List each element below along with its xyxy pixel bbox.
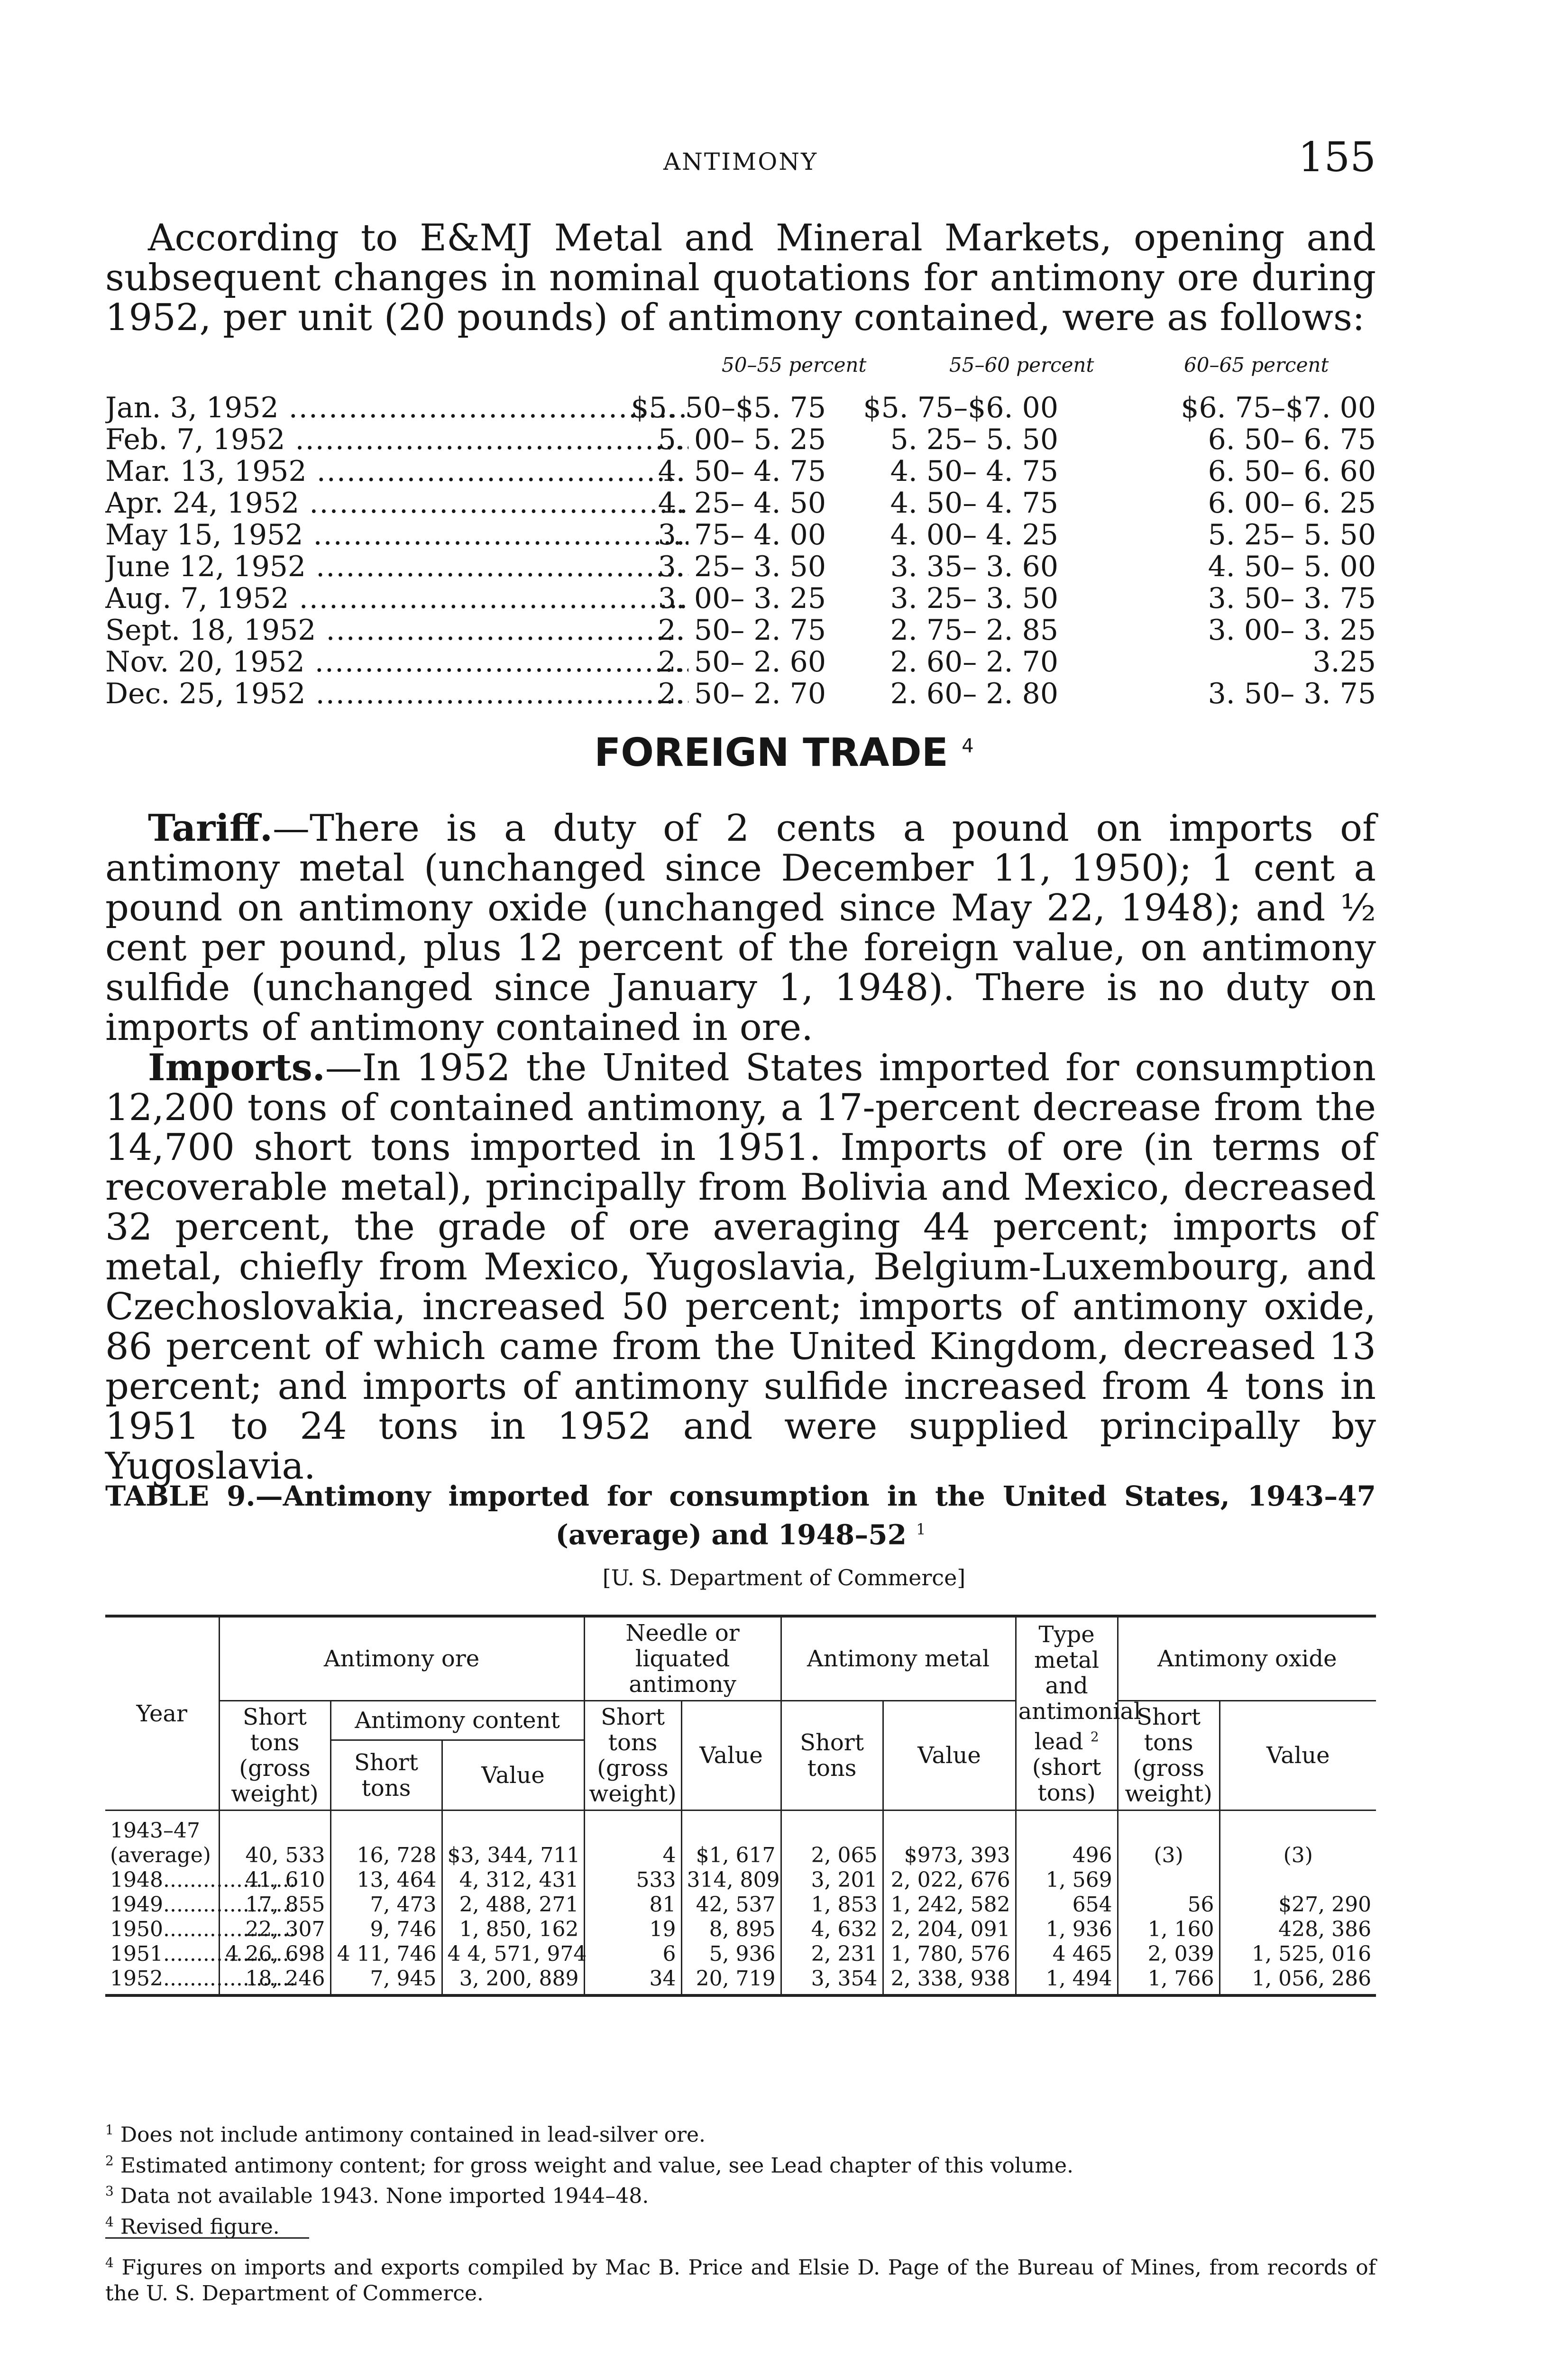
quote-value-3: 3.25 (1312, 645, 1376, 679)
table-footnote: $^2$ Estimated antimony content; for gross weight and value, see Lead chapter of this volume. (105, 2152, 1073, 2178)
cell-col-6: 3, 354 (781, 1967, 883, 1995)
tariff-text: —There is a duty of 2 cents a pound on imports of antimony metal (unchanged since December 11, 1950); 1 cent a pound on antimony oxide (unchanged since May 22, 1948); and ½ cent per pound, plus 12 percent of the foreign value, on antimony sulfide (unchanged since January 1, 1948). There is no duty on imports of antimony contained in ore. (105, 807, 1376, 1049)
cell-col-1: 41, 610 (219, 1868, 330, 1893)
quote-value-3: 6. 00– 6. 25 (1208, 487, 1376, 520)
cell-col-8: 4 465 (1016, 1942, 1118, 1967)
quote-date: Dec. 25, 1952 ..... (105, 677, 688, 710)
quote-col-header-3: 60–65 percent (1184, 353, 1329, 377)
quote-row (105, 614, 1376, 647)
cell-col-9: (3) (1118, 1810, 1220, 1868)
cell-col-7: 1, 780, 576 (883, 1942, 1016, 1967)
cell-col-9 (1118, 1868, 1220, 1893)
quote-date: Sept. 18, 1952 ..... (105, 614, 688, 647)
cell-col-5: 20, 719 (681, 1967, 781, 1995)
table-body (105, 1810, 1376, 1996)
footnote-rule (105, 2237, 309, 2239)
row-year: 1949 ..... (105, 1893, 219, 1917)
quote-col-header-2: 55–60 percent (949, 353, 1094, 377)
cell-col-2: 16, 728 (330, 1810, 442, 1868)
table-row (105, 1942, 1376, 1967)
th-type-metal: Type metal and antimonial lead $^2$ (short tons) (1016, 1616, 1118, 1810)
quote-value-2: $5. 75–$6. 00 (863, 391, 1058, 424)
quote-value-2: 3. 35– 3. 60 (890, 550, 1058, 583)
row-year: 1943–47 (average) (110, 1819, 211, 1867)
cell-col-3: 2, 488, 271 (442, 1893, 584, 1917)
cell-col-1: 17, 855 (219, 1893, 330, 1917)
quote-value-1: 4. 50– 4. 75 (658, 455, 826, 488)
table-footnote: $^3$ Data not available 1943. None imported 1944–48. (105, 2183, 649, 2208)
quote-value-3: 5. 25– 5. 50 (1208, 518, 1376, 551)
cell-col-1: 4 26, 698 (219, 1942, 330, 1967)
cell-col-1: 40, 533 (219, 1810, 330, 1868)
cell-col-5: $1, 617 (681, 1810, 781, 1868)
cell-col-2: 9, 746 (330, 1917, 442, 1942)
row-year: 1948 ..... (105, 1868, 219, 1893)
cell-col-4: 6 (584, 1942, 681, 1967)
cell-col-9: 2, 039 (1118, 1942, 1220, 1967)
cell-col-6: 2, 231 (781, 1942, 883, 1967)
table-caption-line1: TABLE 9.—Antimony imported for consumption in the United States, 1943–47 (105, 1480, 1376, 1512)
quote-date: Jan. 3, 1952 ..... (105, 391, 688, 424)
th-ore-short-tons: Short tons (gross weight) (219, 1701, 330, 1810)
quote-row (105, 391, 1376, 424)
th-oxide-short-tons: Short tons (gross weight) (1118, 1701, 1220, 1810)
quote-value-2: 2. 60– 2. 80 (890, 677, 1058, 710)
quote-value-1: 3. 75– 4. 00 (658, 518, 826, 551)
running-title: ANTIMONY (663, 148, 818, 175)
cell-col-9: 1, 160 (1118, 1917, 1220, 1942)
quote-value-2: 4. 00– 4. 25 (890, 518, 1058, 551)
table-row (105, 1967, 1376, 1995)
quote-value-3: 3. 50– 3. 75 (1208, 677, 1376, 710)
section-title: FOREIGN TRADE (594, 730, 948, 775)
row-year: 1951 ..... (105, 1942, 219, 1967)
th-year: Year (105, 1616, 219, 1810)
quote-value-3: 3. 50– 3. 75 (1208, 582, 1376, 615)
quote-value-2: 4. 50– 4. 75 (890, 487, 1058, 520)
cell-col-10: 1, 056, 286 (1220, 1967, 1376, 1995)
table-caption (105, 1480, 1376, 1551)
table-caption-line2: (average) and 1948–52 $^1$ (555, 1518, 926, 1551)
cell-col-8: 1, 936 (1016, 1917, 1118, 1942)
th-content-value: Value (442, 1740, 584, 1810)
th-needle-value: Value (681, 1701, 781, 1810)
quote-value-1: 2. 50– 2. 70 (658, 677, 826, 710)
imports-paragraph (105, 1048, 1376, 1486)
table-row (105, 1810, 1376, 1868)
intro-paragraph: According to E&MJ Metal and Mineral Markets, opening and subsequent changes in nominal quotations for antimony ore during 1952, per unit (20 pounds) of antimony contained, were as follows: (105, 217, 1376, 339)
table-row (105, 1917, 1376, 1942)
cell-col-4: 4 (584, 1810, 681, 1868)
running-header (105, 134, 1376, 186)
quote-value-1: 4. 25– 4. 50 (658, 487, 826, 520)
cell-col-10: $27, 290 (1220, 1893, 1376, 1917)
th-needle-antimony: Needle or liquated antimony (584, 1616, 781, 1701)
th-metal-value: Value (883, 1701, 1016, 1810)
cell-col-1: 22, 307 (219, 1917, 330, 1942)
tariff-paragraph (105, 809, 1376, 1048)
imports-text: —In 1952 the United States imported for consumption 12,200 tons of contained antimony, a 17-percent decrease from the 14,700 short tons imported in 1951. Imports of ore (in terms of recoverable metal), principally from Bolivia and Mexico, decreased 32 percent, the grade of ore averaging 44 percent; imports of metal, chiefly from Mexico, Yugoslavia, Belgium-Luxembourg, and Czechoslovakia, increased 50 percent; imports of antimony oxide, 86 percent of which came from the United Kingdom, decreased 13 percent; and imports of antimony sulfide increased from 4 tons in 1951 to 24 tons in 1952 and were supplied principally by Yugoslavia. (105, 1047, 1376, 1488)
quote-date: Nov. 20, 1952 ..... (105, 645, 688, 679)
cell-col-6: 3, 201 (781, 1868, 883, 1893)
quote-row (105, 645, 1376, 679)
quote-value-3: 6. 50– 6. 60 (1208, 455, 1376, 488)
cell-col-10 (1220, 1868, 1376, 1893)
section-footnote-ref: 4 (962, 735, 974, 757)
cell-col-4: 19 (584, 1917, 681, 1942)
quote-row (105, 455, 1376, 488)
quote-date: Feb. 7, 1952 ..... (105, 423, 688, 456)
row-year: 1950 ..... (105, 1917, 219, 1942)
th-needle-short-tons: Short tons (gross weight) (584, 1701, 681, 1810)
th-oxide-value: Value (1220, 1701, 1376, 1810)
th-antimony-metal: Antimony metal (781, 1616, 1016, 1701)
cell-col-1: 18, 246 (219, 1967, 330, 1995)
cell-col-10: 1, 525, 016 (1220, 1942, 1376, 1967)
quote-date: June 12, 1952 ..... (105, 550, 688, 583)
cell-col-8: 496 (1016, 1810, 1118, 1868)
quote-value-2: 4. 50– 4. 75 (890, 455, 1058, 488)
quote-date: Aug. 7, 1952 ..... (105, 582, 688, 615)
cell-col-2: 4 11, 746 (330, 1942, 442, 1967)
quote-row (105, 518, 1376, 551)
table-footnote: $^4$ Revised figure. (105, 2214, 280, 2239)
quote-value-1: 3. 25– 3. 50 (658, 550, 826, 583)
cell-col-7: $973, 393 (883, 1810, 1016, 1868)
cell-col-9: 56 (1118, 1893, 1220, 1917)
quote-value-2: 2. 75– 2. 85 (890, 614, 1058, 647)
quote-date: May 15, 1952 ..... (105, 518, 688, 551)
table-row (105, 1868, 1376, 1893)
cell-col-8: 654 (1016, 1893, 1118, 1917)
quote-value-2: 3. 25– 3. 50 (890, 582, 1058, 615)
cell-col-4: 34 (584, 1967, 681, 1995)
cell-col-7: 2, 204, 091 (883, 1917, 1016, 1942)
th-antimony-ore: Antimony ore (219, 1616, 584, 1701)
section-heading (0, 730, 1568, 775)
cell-col-7: 2, 022, 676 (883, 1868, 1016, 1893)
quote-value-1: 5. 00– 5. 25 (658, 423, 826, 456)
cell-col-4: 533 (584, 1868, 681, 1893)
cell-col-7: 2, 338, 938 (883, 1967, 1016, 1995)
page-number: 155 (1298, 134, 1376, 181)
quote-date: Apr. 24, 1952 ..... (105, 487, 688, 520)
imports-lead: Imports. (148, 1046, 325, 1089)
cell-col-6: 2, 065 (781, 1810, 883, 1868)
cell-col-8: 1, 569 (1016, 1868, 1118, 1893)
quote-row (105, 550, 1376, 583)
table-footnote: $^1$ Does not include antimony contained in lead-silver ore. (105, 2122, 706, 2147)
quote-row (105, 487, 1376, 520)
quote-row (105, 677, 1376, 710)
quote-value-1: 3. 00– 3. 25 (658, 582, 826, 615)
quote-value-2: 2. 60– 2. 70 (890, 645, 1058, 679)
quote-value-3: $6. 75–$7. 00 (1181, 391, 1376, 424)
th-content-short-tons: Short tons (330, 1740, 442, 1810)
cell-col-3: 4 4, 571, 974 (442, 1942, 584, 1967)
quote-row (105, 423, 1376, 456)
table-source: [U. S. Department of Commerce] (602, 1565, 966, 1590)
th-antimony-content: Antimony content (330, 1701, 584, 1740)
quote-value-3: 6. 50– 6. 75 (1208, 423, 1376, 456)
quote-value-1: 2. 50– 2. 75 (658, 614, 826, 647)
cell-col-6: 4, 632 (781, 1917, 883, 1942)
cell-col-3: $3, 344, 711 (442, 1810, 584, 1868)
quote-value-2: 5. 25– 5. 50 (890, 423, 1058, 456)
cell-col-5: 5, 936 (681, 1942, 781, 1967)
quote-date: Mar. 13, 1952 ..... (105, 455, 688, 488)
cell-col-3: 4, 312, 431 (442, 1868, 584, 1893)
cell-col-8: 1, 494 (1016, 1967, 1118, 1995)
cell-col-7: 1, 242, 582 (883, 1893, 1016, 1917)
cell-col-5: 8, 895 (681, 1917, 781, 1942)
tariff-lead: Tariff. (148, 807, 273, 850)
quote-value-1: 2. 50– 2. 60 (658, 645, 826, 679)
cell-col-9: 1, 766 (1118, 1967, 1220, 1995)
cell-col-3: 1, 850, 162 (442, 1917, 584, 1942)
cell-col-5: 314, 809 (681, 1868, 781, 1893)
th-antimony-oxide: Antimony oxide (1118, 1616, 1376, 1701)
row-year: 1952 ..... (105, 1967, 219, 1995)
table-row (105, 1893, 1376, 1917)
cell-col-2: 7, 945 (330, 1967, 442, 1995)
cell-col-2: 13, 464 (330, 1868, 442, 1893)
cell-col-10: 428, 386 (1220, 1917, 1376, 1942)
quote-value-3: 4. 50– 5. 00 (1208, 550, 1376, 583)
cell-col-5: 42, 537 (681, 1893, 781, 1917)
quote-col-header-1: 50–55 percent (722, 353, 867, 377)
cell-col-6: 1, 853 (781, 1893, 883, 1917)
page-footnote: $^4$ Figures on imports and exports compiled by Mac B. Price and Elsie D. Page of the Bureau of Mines, from records of the U. S. Department of Commerce. (105, 2255, 1376, 2306)
th-metal-short-tons: Short tons (781, 1701, 883, 1810)
cell-col-3: 3, 200, 889 (442, 1967, 584, 1995)
quote-value-1: $5. 50–$5. 75 (631, 391, 826, 424)
cell-col-10: (3) (1220, 1810, 1376, 1868)
cell-col-2: 7, 473 (330, 1893, 442, 1917)
quote-row (105, 582, 1376, 615)
cell-col-4: 81 (584, 1893, 681, 1917)
table-footnotes (105, 2117, 1376, 2240)
quote-value-3: 3. 00– 3. 25 (1208, 614, 1376, 647)
imports-table (105, 1615, 1376, 1997)
